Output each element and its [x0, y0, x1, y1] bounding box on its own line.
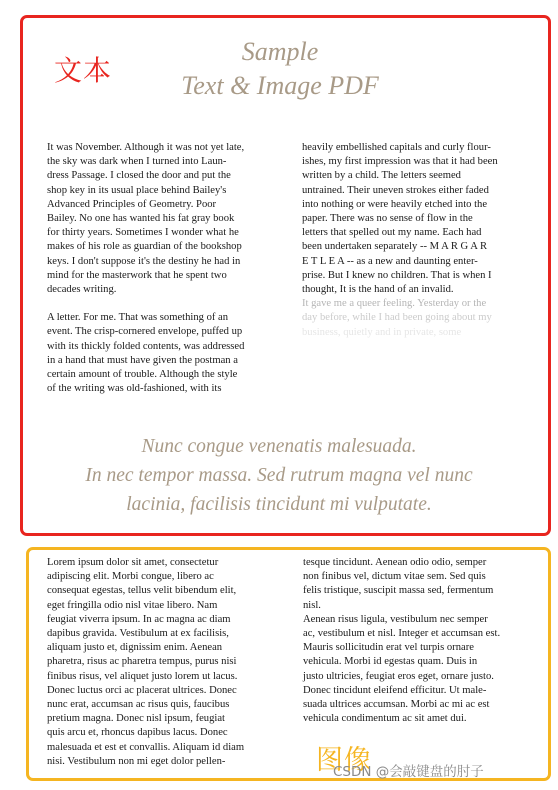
- image-column-right: [303, 556, 528, 726]
- text-column-right: [302, 141, 522, 340]
- image-paragraph-right: tesque tincidunt. Aenean odio odio, semper non finibus vel, dictum vitae sem. Sed quis felis tristique, suscipit massa sed, fermentum nisl. Aenean risus ligula, vestibulum nec semper ac, vestibulum et nisl. Integer et accumsan est. Mauris sollicitudin erat vel turpis ornare vehicula. Morbi id egestas quam. Duis in justo ultricies, feugiat eros eget, ornare justo. Donec tincidunt eleifend efficitur. Ut male- suada ultrices accumsan. Morbi ac mi ac est vehicula condimentum ac sit amet dui.: [303, 557, 501, 725]
- text-paragraph-1: It was November. Although it was not yet late, the sky was dark when I turned into Laun- dress Passage. I closed the door and put the shop key in its usual place behind Bailey's Advanced Principles of Geometry. Poor Bailey. No one has wanted his fat gray book for thirty years. Sometimes I wonder what he makes of his role as guardian of the bookshop keys. I don't suppose it's the destiny he had in mind for the masterwork that he spent two decades writing.: [47, 142, 245, 296]
- image-column-left: [47, 556, 273, 769]
- text-paragraph-faded: It gave me a queer feeling. Yesterday or the day before, while I had been going about my business, quietly and in private, some: [302, 298, 492, 338]
- pull-quote: Nunc congue venenatis malesuada. In nec tempor massa. Sed rutrum magna vel nunc lacinia, facilisis tincidunt mi vulputate.: [85, 436, 473, 515]
- document-title-line-2: Text & Image PDF: [181, 71, 379, 100]
- watermark-text: CSDN @会敲键盘的肘子: [333, 764, 484, 780]
- image-paragraph-left: Lorem ipsum dolor sit amet, consectetur adipiscing elit. Morbi congue, libero ac consequat egestas, tellus velit bibendum elit, eget fringilla odio nisl vitae libero. Nam feugiat viverra ipsum. In ac magna ac diam dapibus gravida. Vestibulum at ex facilisis, aliquam justo et, dignissim enim. Aenean pharetra, risus ac pharetra tempus, purus nisi finibus risus, vel aliquet justo lorem ut lacus. Donec luctus orci ac placerat ultrices. Donec nunc erat, accumsan ac risus quis, faucibus pretium magna. Donec nisl ipsum, feugiat quis arcu et, rhoncus dapibus lacus. Donec malesuada et est et convallis. Aliquam id diam nisi. Vestibulum non mi eget dolor pellen-: [47, 557, 245, 767]
- document-title-line-1: Sample: [241, 37, 319, 66]
- text-region-tag: 文本: [54, 54, 113, 87]
- text-paragraph-2: A letter. For me. That was something of an event. The crisp-cornered envelope, puffed up with its thickly folded contents, was addressed in a hand that must have given the postman a certain amount of trouble. Although the style of the writing was old-fashioned, with its: [47, 312, 245, 395]
- text-paragraph-3: heavily embellished capitals and curly flour- ishes, my first impression was that it had been written by a child. The letters seemed untrained. Their uneven strokes either faded into nothing or were heavily etched into the paper. There was no sense of flow in the letters that spelled out my name. Each had been undertaken separately -- M A R G A R E T L E A -- as a new and daunting enter- prise. But I knew no children. That is when I thought, It is the hand of an invalid.: [302, 142, 498, 296]
- text-column-left: [47, 141, 271, 396]
- image-region-tag: 图像: [316, 745, 372, 776]
